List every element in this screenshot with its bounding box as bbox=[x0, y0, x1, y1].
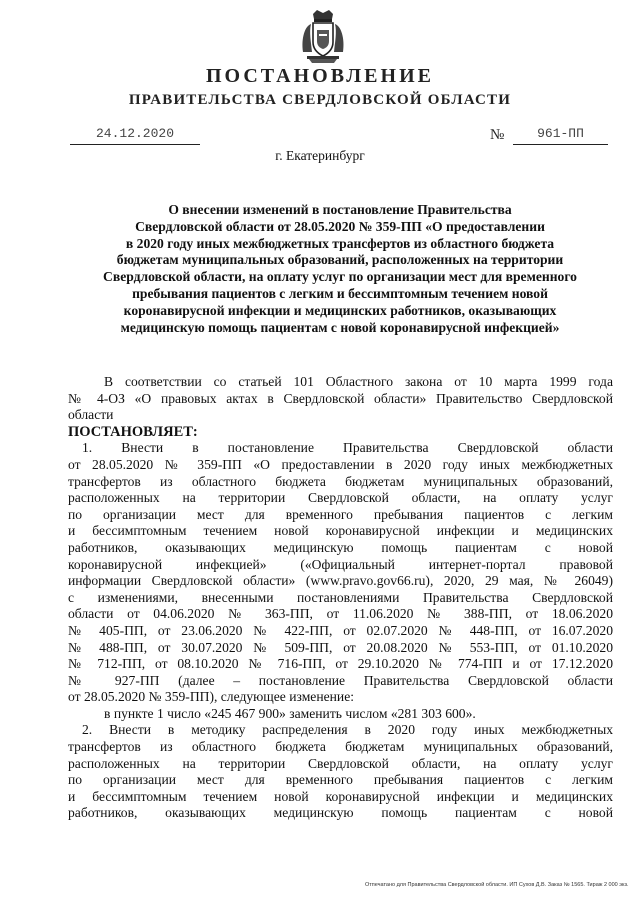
body-line: № 488-ПП, от 30.07.2020 № 509-ПП, от 20.08.2020 № 553-ПП, от 01.10.2020 bbox=[68, 639, 613, 655]
body-line: работников, оказывающих медицинскую помощь пациентам с новой bbox=[68, 805, 613, 821]
print-imprint: Отпечатано для Правительства Свердловской области. ИП Сухов Д.В. Заказ № 1565. Тираж 2 000 экз. bbox=[365, 882, 629, 888]
resolution-heading bbox=[70, 202, 610, 336]
number-sign: № bbox=[490, 127, 505, 143]
body-line: с изменениями, внесенными постановлениями Правительства Свердловской bbox=[68, 589, 613, 605]
heading-line: коронавирусной инфекции и медицинских работников, оказывающих bbox=[123, 302, 557, 318]
body-line: расположенных на территории Свердловской области, на оплату услуг bbox=[68, 755, 613, 771]
body-line: области bbox=[68, 407, 114, 423]
body-line: В соответствии со статьей 101 Областного закона от 10 марта 1999 года bbox=[104, 374, 613, 389]
heading-line: О внесении изменений в постановление Правительства bbox=[168, 202, 512, 217]
body-line: от 28.05.2020 № 359-ПП «О предоставлении в 2020 году иных межбюджетных bbox=[68, 456, 613, 472]
heading-line: Свердловской области, на оплату услуг по организации мест для временного bbox=[103, 269, 577, 285]
coat-of-arms-icon bbox=[299, 8, 347, 64]
body-line: работников, оказывающих медицинскую помощь пациентам с новой bbox=[68, 539, 613, 555]
body-line: трансфертов из областного бюджета бюджетам муниципальных образований, bbox=[68, 473, 613, 489]
body-line: № 712-ПП, от 08.10.2020 № 716-ПП, от 29.10.2020 № 774-ПП и от 17.12.2020 bbox=[68, 656, 613, 672]
body-line: области от 04.06.2020 № 363-ПП, от 11.06.2020 № 388-ПП, от 18.06.2020 bbox=[68, 606, 613, 622]
body-line: в пункте 1 число «245 467 900» заменить числом «281 303 600». bbox=[104, 705, 476, 721]
heading-line: бюджетам муниципальных образований, расположенных на территории bbox=[116, 252, 564, 268]
resolve-keyword: ПОСТАНОВЛЯЕТ: bbox=[68, 423, 198, 440]
document-number: 961-ПП bbox=[513, 126, 608, 145]
document-date: 24.12.2020 bbox=[70, 126, 200, 145]
city-line: г. Екатеринбург bbox=[275, 148, 365, 163]
document-body bbox=[68, 374, 613, 822]
body-line: и бессимптомным течением новой коронавирусной инфекции и медицинских bbox=[68, 523, 613, 539]
body-line: 1. Внести в постановление Правительства Свердловской области bbox=[82, 440, 613, 456]
body-line: от 28.05.2020 № 359-ПП), следующее изменение: bbox=[68, 689, 354, 705]
heading-line: в 2020 году иных межбюджетных трансфертов из областного бюджета bbox=[125, 235, 555, 251]
document-title: ПОСТАНОВЛЕНИЕ bbox=[206, 65, 434, 87]
heading-line: пребывания пациентов с легким и бессимптомным течением новой bbox=[132, 285, 548, 301]
body-line: и бессимптомным течением новой коронавирусной инфекции и медицинских bbox=[68, 788, 613, 804]
heading-line: Свердловской области от 28.05.2020 № 359-ПП «О предоставлении bbox=[135, 218, 545, 234]
heading-line: медицинскую помощь пациентам с новой коронавирусной инфекцией» bbox=[120, 319, 560, 335]
body-line: № 4-ОЗ «О правовых актах в Свердловской области» Правительство Свердловской bbox=[68, 390, 613, 406]
document-subtitle: ПРАВИТЕЛЬСТВА СВЕРДЛОВСКОЙ ОБЛАСТИ bbox=[128, 92, 512, 108]
body-line: № 927-ПП (далее – постановление Правительства Свердловской области bbox=[68, 672, 613, 688]
body-line: 2. Внести в методику распределения в 2020 году иных межбюджетных bbox=[82, 722, 613, 738]
body-line: по организации мест для временного пребывания пациентов с легким bbox=[68, 506, 613, 522]
body-line: расположенных на территории Свердловской области, на оплату услуг bbox=[68, 490, 613, 506]
body-line: коронавирусной инфекцией» («Официальный интернет-портал правовой bbox=[68, 556, 613, 572]
body-line: № 405-ПП, от 23.06.2020 № 422-ПП, от 02.07.2020 № 448-ПП, от 16.07.2020 bbox=[68, 622, 613, 638]
body-line: по организации мест для временного пребывания пациентов с легким bbox=[68, 772, 613, 788]
body-line: трансфертов из областного бюджета бюджетам муниципальных образований, bbox=[68, 739, 613, 755]
body-line: информации Свердловской области» (www.pravo.gov66.ru), 2020, 29 мая, № 26049) bbox=[68, 573, 613, 589]
